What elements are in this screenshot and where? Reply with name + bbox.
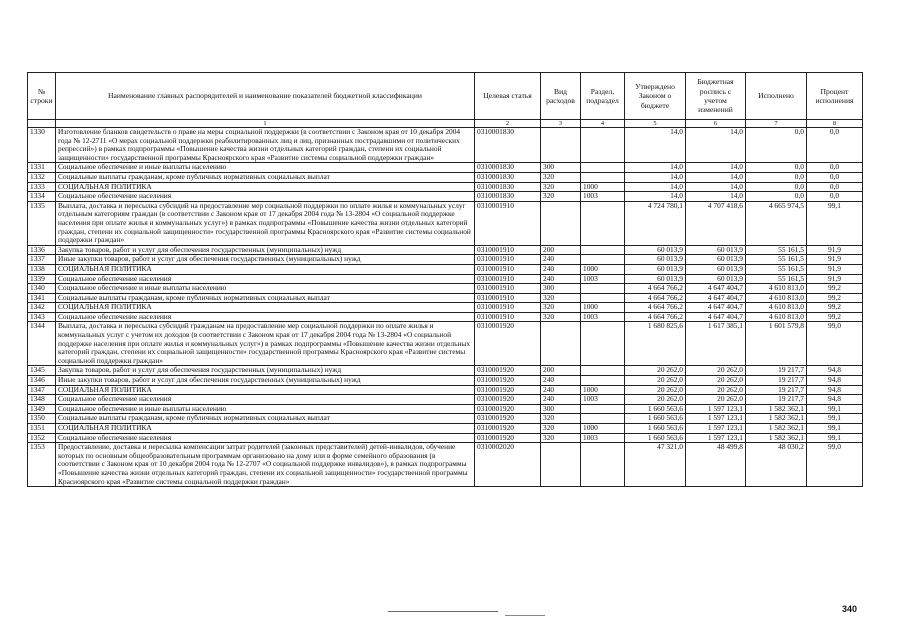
column-number: 2 <box>475 120 541 128</box>
approved-amount-cell: 60 013,9 <box>625 264 686 274</box>
target-article-cell: 0310001910 <box>475 284 541 294</box>
header-approved: Утверждено Законом о бюджете <box>625 73 686 120</box>
percent-cell: 99,2 <box>807 303 863 313</box>
section-cell <box>581 376 625 386</box>
expense-type-cell <box>541 322 581 366</box>
footer-divider <box>505 615 545 616</box>
percent-cell: 0,0 <box>807 163 863 173</box>
table-row <box>28 293 863 303</box>
approved-amount-cell: 1 660 563,6 <box>625 414 686 424</box>
row-name-cell: Социальное обеспечение населения <box>56 274 475 284</box>
expense-type-cell: 320 <box>541 414 581 424</box>
row-name-cell: Иные закупки товаров, работ и услуг для обеспечения государственных (муниципальных) нужд <box>56 376 475 386</box>
target-article-cell: 0310001830 <box>475 182 541 192</box>
table-row <box>28 424 863 434</box>
row-number-cell: 1338 <box>28 264 56 274</box>
expense-type-cell: 240 <box>541 255 581 265</box>
table-row <box>28 443 863 487</box>
expense-type-cell: 320 <box>541 424 581 434</box>
approved-amount-cell: 20 262,0 <box>625 376 686 386</box>
expense-type-cell: 320 <box>541 312 581 322</box>
section-cell: 1000 <box>581 385 625 395</box>
row-number-cell: 1352 <box>28 433 56 443</box>
target-article-cell: 0310001830 <box>475 172 541 182</box>
executed-amount-cell: 0,0 <box>746 128 807 163</box>
expense-type-cell: 320 <box>541 172 581 182</box>
budget-amount-cell: 4 707 418,6 <box>686 201 746 245</box>
section-cell: 1003 <box>581 312 625 322</box>
target-article-cell: 0310001920 <box>475 424 541 434</box>
target-article-cell: 0310001910 <box>475 201 541 245</box>
budget-amount-cell: 60 013,9 <box>686 264 746 274</box>
column-number-row <box>28 120 863 128</box>
section-cell <box>581 284 625 294</box>
approved-amount-cell: 20 262,0 <box>625 385 686 395</box>
target-article-cell: 0310001920 <box>475 376 541 386</box>
section-cell <box>581 255 625 265</box>
approved-amount-cell: 47 321,0 <box>625 443 686 487</box>
table-row <box>28 284 863 294</box>
table-row <box>28 312 863 322</box>
row-number-cell: 1340 <box>28 284 56 294</box>
table-row <box>28 322 863 366</box>
target-article-cell: 0310001920 <box>475 414 541 424</box>
percent-cell: 0,0 <box>807 128 863 163</box>
section-cell: 1003 <box>581 274 625 284</box>
approved-amount-cell: 60 013,9 <box>625 255 686 265</box>
table-row <box>28 182 863 192</box>
row-number-cell: 1336 <box>28 245 56 255</box>
target-article-cell: 0310001920 <box>475 395 541 405</box>
row-number-cell: 1342 <box>28 303 56 313</box>
budget-execution-table <box>27 72 863 487</box>
percent-cell: 91,9 <box>807 274 863 284</box>
section-cell <box>581 128 625 163</box>
table-row <box>28 245 863 255</box>
section-cell: 1000 <box>581 182 625 192</box>
executed-amount-cell: 4 610 813,0 <box>746 284 807 294</box>
section-cell: 1000 <box>581 264 625 274</box>
approved-amount-cell: 14,0 <box>625 128 686 163</box>
section-cell <box>581 163 625 173</box>
approved-amount-cell: 14,0 <box>625 172 686 182</box>
budget-amount-cell: 1 597 123,1 <box>686 404 746 414</box>
row-name-cell: Выплата, доставка и пересылка субсидий гражданам на предоставление мер социальной поддержки по оплате жилья и коммунальных услуг с учетом их доходов (в соответствии с Законом края от 17 декабря 2004 года № 13-2804 «О социальной поддержке населения при оплате жилья и коммунальных услуг») в рамках подпрограммы «Повышение качества жизни отдельных категорий граждан, степени их социальной защищенности» государственной программы Красноярского края «Развитие системы социальной поддержки граждан» <box>56 322 475 366</box>
executed-amount-cell: 1 582 362,1 <box>746 414 807 424</box>
row-number-cell: 1349 <box>28 404 56 414</box>
table-row <box>28 385 863 395</box>
percent-cell: 0,0 <box>807 182 863 192</box>
approved-amount-cell: 4 664 766,2 <box>625 312 686 322</box>
row-number-cell: 1330 <box>28 128 56 163</box>
row-name-cell: СОЦИАЛЬНАЯ ПОЛИТИКА <box>56 303 475 313</box>
footer-divider <box>388 611 498 612</box>
expense-type-cell: 240 <box>541 274 581 284</box>
executed-amount-cell: 19 217,7 <box>746 395 807 405</box>
table-row <box>28 414 863 424</box>
budget-amount-cell: 60 013,9 <box>686 274 746 284</box>
executed-amount-cell: 0,0 <box>746 192 807 202</box>
column-number: 7 <box>746 120 807 128</box>
expense-type-cell: 320 <box>541 182 581 192</box>
row-name-cell: Иные закупки товаров, работ и услуг для обеспечения государственных (муниципальных) нужд <box>56 255 475 265</box>
header-row <box>28 73 863 120</box>
section-cell <box>581 293 625 303</box>
approved-amount-cell: 14,0 <box>625 192 686 202</box>
row-number-cell: 1348 <box>28 395 56 405</box>
executed-amount-cell: 4 610 813,0 <box>746 293 807 303</box>
budget-amount-cell: 14,0 <box>686 192 746 202</box>
table-row <box>28 376 863 386</box>
section-cell <box>581 245 625 255</box>
header-name: Наименование главных распорядителей и наименование показателей бюджетной классификации <box>56 73 475 120</box>
executed-amount-cell: 19 217,7 <box>746 366 807 376</box>
percent-cell: 91,9 <box>807 264 863 274</box>
expense-type-cell: 240 <box>541 385 581 395</box>
section-cell <box>581 404 625 414</box>
budget-amount-cell: 14,0 <box>686 128 746 163</box>
percent-cell: 94,8 <box>807 395 863 405</box>
percent-cell: 91,9 <box>807 255 863 265</box>
expense-type-cell: 200 <box>541 245 581 255</box>
budget-amount-cell: 4 647 404,7 <box>686 284 746 294</box>
row-name-cell: Социальное обеспечение и иные выплаты населению <box>56 284 475 294</box>
table-row <box>28 274 863 284</box>
row-name-cell: Социальное обеспечение населения <box>56 395 475 405</box>
column-number: 3 <box>541 120 581 128</box>
row-number-cell: 1350 <box>28 414 56 424</box>
approved-amount-cell: 20 262,0 <box>625 395 686 405</box>
table-row <box>28 192 863 202</box>
expense-type-cell: 300 <box>541 163 581 173</box>
column-number: 5 <box>625 120 686 128</box>
section-cell <box>581 201 625 245</box>
row-name-cell: Закупка товаров, работ и услуг для обеспечения государственных (муниципальных) нужд <box>56 245 475 255</box>
row-number-cell: 1353 <box>28 443 56 487</box>
row-number-cell: 1345 <box>28 366 56 376</box>
approved-amount-cell: 4 664 766,2 <box>625 303 686 313</box>
target-article-cell: 0310001910 <box>475 303 541 313</box>
budget-amount-cell: 4 647 404,7 <box>686 303 746 313</box>
expense-type-cell: 320 <box>541 293 581 303</box>
target-article-cell: 0310001920 <box>475 322 541 366</box>
expense-type-cell: 320 <box>541 433 581 443</box>
table-row <box>28 404 863 414</box>
row-name-cell: Социальное обеспечение населения <box>56 192 475 202</box>
section-cell <box>581 443 625 487</box>
executed-amount-cell: 19 217,7 <box>746 376 807 386</box>
budget-amount-cell: 14,0 <box>686 182 746 192</box>
executed-amount-cell: 0,0 <box>746 163 807 173</box>
percent-cell: 94,8 <box>807 385 863 395</box>
expense-type-cell <box>541 443 581 487</box>
row-name-cell: Социальные выплаты гражданам, кроме публичных нормативных социальных выплат <box>56 414 475 424</box>
target-article-cell: 0310001920 <box>475 366 541 376</box>
budget-report-sheet <box>27 72 862 487</box>
target-article-cell: 0310001920 <box>475 433 541 443</box>
row-number-cell: 1347 <box>28 385 56 395</box>
row-name-cell: СОЦИАЛЬНАЯ ПОЛИТИКА <box>56 182 475 192</box>
executed-amount-cell: 1 582 362,1 <box>746 433 807 443</box>
executed-amount-cell: 4 665 974,5 <box>746 201 807 245</box>
table-row <box>28 264 863 274</box>
budget-amount-cell: 1 597 123,1 <box>686 414 746 424</box>
executed-amount-cell: 55 161,5 <box>746 264 807 274</box>
section-cell <box>581 172 625 182</box>
expense-type-cell: 300 <box>541 404 581 414</box>
target-article-cell: 0310001830 <box>475 128 541 163</box>
executed-amount-cell: 0,0 <box>746 182 807 192</box>
percent-cell: 99,1 <box>807 424 863 434</box>
row-name-cell: Социальное обеспечение населения <box>56 433 475 443</box>
budget-amount-cell: 20 262,0 <box>686 385 746 395</box>
percent-cell: 99,0 <box>807 443 863 487</box>
row-name-cell: Выплата, доставка и пересылка субсидий на предоставление мер социальной поддержки по оплате жилья и коммунальных услуг отдельным категориям граждан (в соответствии с Законом края от 17 декабря 2004 года № 13-2804 «О социальной поддержке населения при оплате жилья и коммунальных услуг») в рамках подпрограммы «Повышение качества жизни отдельных категорий граждан, степени их социальной защищенности» государственной программы Красноярского края «Развитие системы социальной поддержки граждан» <box>56 201 475 245</box>
row-number-cell: 1351 <box>28 424 56 434</box>
target-article-cell: 0310001910 <box>475 255 541 265</box>
section-cell <box>581 414 625 424</box>
percent-cell: 99,2 <box>807 293 863 303</box>
header-row-number: № строки <box>28 73 56 120</box>
target-article-cell: 0310001910 <box>475 274 541 284</box>
row-number-cell: 1334 <box>28 192 56 202</box>
section-cell <box>581 366 625 376</box>
section-cell: 1000 <box>581 424 625 434</box>
percent-cell: 99,1 <box>807 404 863 414</box>
approved-amount-cell: 4 664 766,2 <box>625 293 686 303</box>
row-number-cell: 1339 <box>28 274 56 284</box>
budget-amount-cell: 4 647 404,7 <box>686 312 746 322</box>
row-number-cell: 1343 <box>28 312 56 322</box>
table-row <box>28 303 863 313</box>
approved-amount-cell: 1 660 563,6 <box>625 424 686 434</box>
row-number-cell: 1346 <box>28 376 56 386</box>
target-article-cell: 0310001920 <box>475 385 541 395</box>
table-row <box>28 366 863 376</box>
table-row <box>28 128 863 163</box>
expense-type-cell <box>541 128 581 163</box>
section-cell: 1003 <box>581 433 625 443</box>
approved-amount-cell: 60 013,9 <box>625 274 686 284</box>
target-article-cell: 0310001830 <box>475 192 541 202</box>
header-target-article: Целевая статья <box>475 73 541 120</box>
executed-amount-cell: 0,0 <box>746 172 807 182</box>
column-number: 6 <box>686 120 746 128</box>
percent-cell: 94,8 <box>807 376 863 386</box>
row-number-cell: 1333 <box>28 182 56 192</box>
budget-amount-cell: 14,0 <box>686 172 746 182</box>
percent-cell: 99,1 <box>807 201 863 245</box>
table-body <box>28 128 863 487</box>
header-executed: Исполнено <box>746 73 807 120</box>
target-article-cell: 0310001910 <box>475 293 541 303</box>
row-name-cell: СОЦИАЛЬНАЯ ПОЛИТИКА <box>56 385 475 395</box>
header-percent: Процент исполнения <box>807 73 863 120</box>
table-row <box>28 163 863 173</box>
expense-type-cell: 200 <box>541 366 581 376</box>
target-article-cell: 0310001830 <box>475 163 541 173</box>
approved-amount-cell: 4 724 780,1 <box>625 201 686 245</box>
percent-cell: 0,0 <box>807 192 863 202</box>
row-name-cell: Социальное обеспечение и иные выплаты населению <box>56 163 475 173</box>
header-section: Раздел, подраздел <box>581 73 625 120</box>
row-number-cell: 1331 <box>28 163 56 173</box>
executed-amount-cell: 55 161,5 <box>746 245 807 255</box>
row-name-cell: СОЦИАЛЬНАЯ ПОЛИТИКА <box>56 424 475 434</box>
row-name-cell: Социальное обеспечение населения <box>56 312 475 322</box>
header-budget-schedule: Бюджетная роспись с учетом изменений <box>686 73 746 120</box>
executed-amount-cell: 4 610 813,0 <box>746 303 807 313</box>
budget-amount-cell: 20 262,0 <box>686 366 746 376</box>
expense-type-cell <box>541 201 581 245</box>
row-name-cell: СОЦИАЛЬНАЯ ПОЛИТИКА <box>56 264 475 274</box>
percent-cell: 0,0 <box>807 172 863 182</box>
budget-amount-cell: 1 597 123,1 <box>686 433 746 443</box>
budget-amount-cell: 60 013,9 <box>686 255 746 265</box>
section-cell <box>581 322 625 366</box>
page-number: 340 <box>842 604 858 614</box>
percent-cell: 99,2 <box>807 284 863 294</box>
header-expense-type: Вид расходов <box>541 73 581 120</box>
target-article-cell: 0310001910 <box>475 264 541 274</box>
executed-amount-cell: 55 161,5 <box>746 255 807 265</box>
percent-cell: 99,1 <box>807 433 863 443</box>
executed-amount-cell: 1 582 362,1 <box>746 404 807 414</box>
expense-type-cell: 320 <box>541 303 581 313</box>
approved-amount-cell: 60 013,9 <box>625 245 686 255</box>
expense-type-cell: 300 <box>541 284 581 294</box>
approved-amount-cell: 14,0 <box>625 182 686 192</box>
budget-amount-cell: 14,0 <box>686 163 746 173</box>
approved-amount-cell: 4 664 766,2 <box>625 284 686 294</box>
section-cell: 1003 <box>581 192 625 202</box>
table-row <box>28 201 863 245</box>
percent-cell: 99,1 <box>807 414 863 424</box>
section-cell: 1000 <box>581 303 625 313</box>
approved-amount-cell: 1 680 825,6 <box>625 322 686 366</box>
executed-amount-cell: 1 582 362,1 <box>746 424 807 434</box>
percent-cell: 91,9 <box>807 245 863 255</box>
budget-amount-cell: 4 647 404,7 <box>686 293 746 303</box>
percent-cell: 99,0 <box>807 322 863 366</box>
expense-type-cell: 240 <box>541 376 581 386</box>
expense-type-cell: 240 <box>541 264 581 274</box>
approved-amount-cell: 1 660 563,6 <box>625 404 686 414</box>
table-row <box>28 255 863 265</box>
row-number-cell: 1337 <box>28 255 56 265</box>
table-row <box>28 433 863 443</box>
row-name-cell: Предоставление, доставка и пересылка компенсации затрат родителей (законных представителей) детей-инвалидов, обучение которых по основным общеобразовательным программам организовано на дому или в форме семейного образования (в соответствии с Законом края от 10 декабря 2004 года № 12-2707 «О социальной поддержке инвалидов»), в рамках подпрограммы «Повышение качества жизни отдельных категорий граждан, степени их социальной защищенности» государственной программы Красноярского края «Развитие системы социальной поддержки граждан» <box>56 443 475 487</box>
percent-cell: 99,2 <box>807 312 863 322</box>
row-name-cell: Социальные выплаты гражданам, кроме публичных нормативных социальных выплат <box>56 293 475 303</box>
executed-amount-cell: 48 030,2 <box>746 443 807 487</box>
executed-amount-cell: 55 161,5 <box>746 274 807 284</box>
target-article-cell: 0310001910 <box>475 245 541 255</box>
column-number <box>28 120 56 128</box>
executed-amount-cell: 1 601 579,8 <box>746 322 807 366</box>
table-row <box>28 395 863 405</box>
target-article-cell: 0310002020 <box>475 443 541 487</box>
target-article-cell: 0310001910 <box>475 312 541 322</box>
budget-amount-cell: 20 262,0 <box>686 395 746 405</box>
expense-type-cell: 320 <box>541 192 581 202</box>
executed-amount-cell: 19 217,7 <box>746 385 807 395</box>
budget-amount-cell: 60 013,9 <box>686 245 746 255</box>
approved-amount-cell: 20 262,0 <box>625 366 686 376</box>
row-number-cell: 1335 <box>28 201 56 245</box>
budget-amount-cell: 20 262,0 <box>686 376 746 386</box>
row-name-cell: Социальное обеспечение и иные выплаты населению <box>56 404 475 414</box>
budget-amount-cell: 1 617 385,1 <box>686 322 746 366</box>
approved-amount-cell: 14,0 <box>625 163 686 173</box>
executed-amount-cell: 4 610 813,0 <box>746 312 807 322</box>
column-number: 1 <box>56 120 475 128</box>
row-number-cell: 1341 <box>28 293 56 303</box>
budget-amount-cell: 48 499,8 <box>686 443 746 487</box>
row-name-cell: Изготовление бланков свидетельств о праве на меры социальной поддержки (в соответствии с Законом края от 10 декабря 2004 года № 12-2711 «О мерах социальной поддержки реабилитированных лиц и лиц, признанных пострадавшими от политических репрессий») в рамках подпрограммы «Повышение качества жизни отдельных категорий граждан, степени их социальной защищенности» государственной программы Красноярского края «Развитие системы социальной поддержки граждан» <box>56 128 475 163</box>
approved-amount-cell: 1 660 563,6 <box>625 433 686 443</box>
section-cell: 1003 <box>581 395 625 405</box>
row-name-cell: Закупка товаров, работ и услуг для обеспечения государственных (муниципальных) нужд <box>56 366 475 376</box>
column-number: 8 <box>807 120 863 128</box>
row-name-cell: Социальные выплаты гражданам, кроме публичных нормативных социальных выплат <box>56 172 475 182</box>
table-row <box>28 172 863 182</box>
row-number-cell: 1344 <box>28 322 56 366</box>
percent-cell: 94,8 <box>807 366 863 376</box>
expense-type-cell: 240 <box>541 395 581 405</box>
column-number: 4 <box>581 120 625 128</box>
row-number-cell: 1332 <box>28 172 56 182</box>
target-article-cell: 0310001920 <box>475 404 541 414</box>
budget-amount-cell: 1 597 123,1 <box>686 424 746 434</box>
